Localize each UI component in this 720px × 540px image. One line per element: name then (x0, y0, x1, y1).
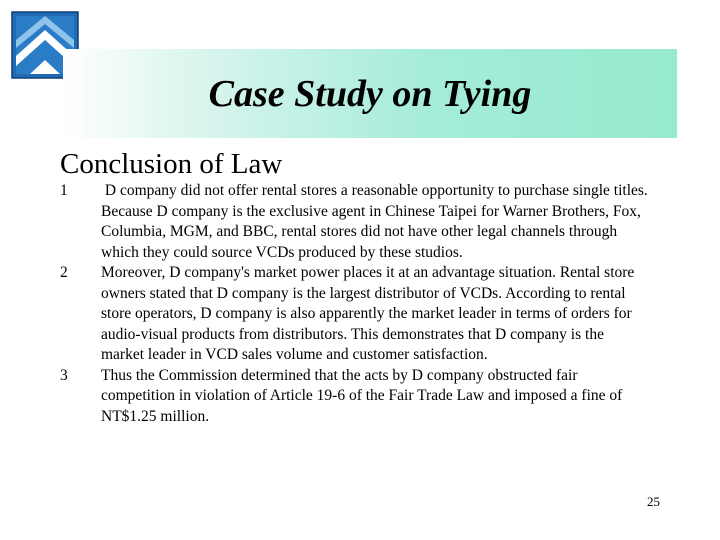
list-item (60, 366, 650, 428)
list-item-text: D company did not offer rental stores a reasonable opportunity to purchase single titles. Because D company is the exclusive agent in Chinese Taipei for Warner Brothers, Fox, Columbia, MGM, and BBC, rental stores did not have other legal channels through which they could source VCDs produced by these studios. (101, 182, 652, 261)
list-item-text: Thus the Commission determined that the acts by D company obstructed fair competition in violation of Article 19-6 of the Fair Trade Law and imposed a fine of NT$1.25 million. (101, 366, 623, 425)
list-item-number: 1 (60, 182, 68, 199)
list-item (60, 181, 650, 263)
conclusion-list (60, 181, 650, 427)
section-heading: Conclusion of Law (60, 148, 283, 180)
slide-title: Case Study on Tying (208, 73, 532, 115)
page-number: 25 (647, 494, 660, 509)
list-item-text: Moreover, D company's market power places it at an advantage situation. Rental store owners stated that D company is the largest distributor of VCDs. According to rental store operators, D company is also apparently the market leader in terms of orders for audio-visual products from distributors. This demonstrates that D company is the market leader in VCD sales volume and customer satisfaction. (101, 264, 635, 363)
list-item-number: 3 (60, 366, 68, 384)
list-item (60, 263, 650, 366)
list-item-number: 2 (60, 264, 68, 281)
